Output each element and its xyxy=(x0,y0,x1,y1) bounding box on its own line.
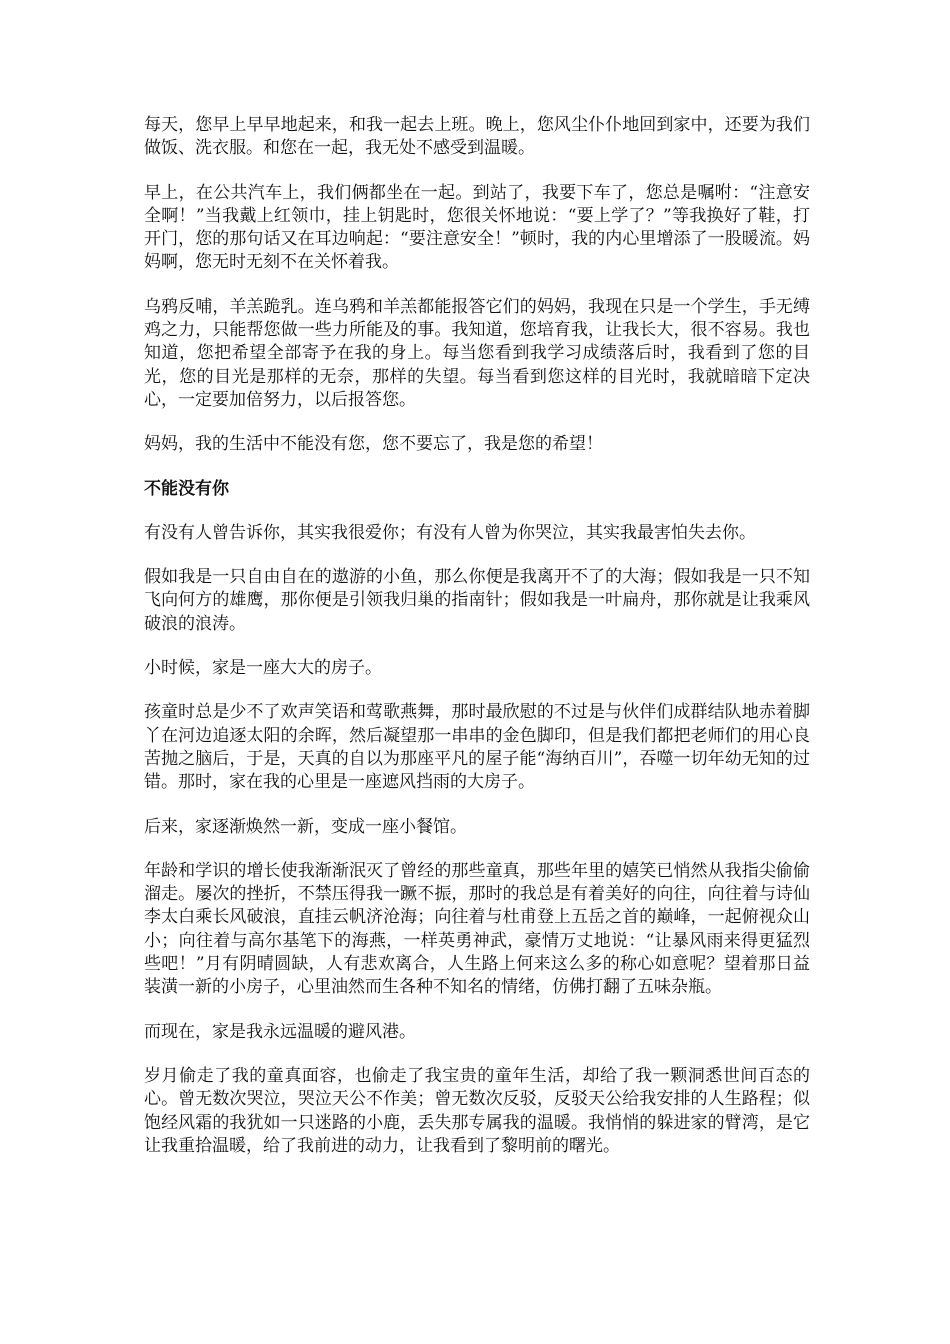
paragraph-childhood-memories: 孩童时总是少不了欢声笑语和莺歌燕舞，那时最欣慰的不过是与伙伴们成群结队地赤着脚丫在河边追逐太阳的余晖，然后凝望那一串串的金色脚印，但是我们都把老师们的用心良苦抛之脑后，于是，天真的自以为那座平凡的屋子能“海纳百川”，吞噬一切年幼无知的过错。那时，家在我的心里是一座遮风挡雨的大房子。 xyxy=(144,702,810,793)
paragraph-growing-up: 年龄和学识的增长使我渐渐泯灭了曾经的那些童真，那些年里的嬉笑已悄然从我指尖偷偷溜走。屡次的挫折，不禁压得我一蹶不振，那时的我总是有着美好的向往，向往着与诗仙李太白乘长风破浪，直挂云帆济沧海；向往着与杜甫登上五岳之首的巅峰，一起俯视众山小；向往着与高尔基笔下的海燕，一样英勇神武，豪情万丈地说：“让暴风雨来得更猛烈些吧！”月有阴晴圆缺，人有悲欢离合，人生路上何来这么多的称心如意呢？望着那日益装潢一新的小房子，心里油然而生各种不知名的情绪，仿佛打翻了五味杂瓶。 xyxy=(144,860,810,998)
paragraph-later-restaurant: 后来，家逐渐焕然一新，变成一座小餐馆。 xyxy=(144,816,467,837)
paragraph-warmth-dawn: 岁月偷走了我的童真面容，也偷走了我宝贵的童年生活，却给了我一颗洞悉世间百态的心。曾无数次哭泣，哭泣天公不作美；曾无数次反驳，反驳天公给我安排的人生路程；似饱经风霜的我犹如一只迷路的小鹿，丢失那专属我的温暖。我悄悄的躲进家的臂湾，是它让我重拾温暖，给了我前进的动力，让我看到了黎明前的曙光。 xyxy=(144,1065,810,1156)
paragraph-fish-sea: 假如我是一只自由自在的遨游的小鱼，那么你便是我离开不了的大海；假如我是一只不知飞向何方的雄鹰，那你便是引领我归巢的指南针；假如我是一叶扁舟，那你就是让我乘风破浪的浪涛。 xyxy=(144,567,810,634)
document-page xyxy=(144,114,810,1179)
paragraph-intro-love: 有没有人曾告诉你，其实我很爱你；有没有人曾为你哭泣，其实我最害怕失去你。 xyxy=(144,522,756,543)
paragraph-bus-reminder: 早上，在公共汽车上，我们俩都坐在一起。到站了，我要下车了，您总是嘱咐：“注意安全啊！”当我戴上红领巾，挂上钥匙时，您很关怀地说：“要上学了？”等我换好了鞋，打开门，您的那句话又在耳边响起：“要注意安全！”顿时，我的内心里增添了一股暖流。妈妈啊，您无时无刻不在关怀着我。 xyxy=(144,182,810,273)
paragraph-hope: 妈妈，我的生活中不能没有您，您不要忘了，我是您的希望！ xyxy=(144,434,603,455)
section-title: 不能没有你 xyxy=(144,478,229,499)
paragraph-repay-mother: 乌鸦反哺，羊羔跪乳。连乌鸦和羊羔都能报答它们的妈妈，我现在只是一个学生，手无缚鸡之力，只能帮您做一些力所能及的事。我知道，您培育我，让我长大，很不容易。我也知道，您把希望全部寄予在我的身上。每当您看到我学习成绩落后时，我看到了您的目光，您的目光是那样的无奈，那样的失望。每当看到您这样的目光时，我就暗暗下定决心，一定要加倍努力，以后报答您。 xyxy=(144,296,810,410)
paragraph-daily-care: 每天，您早上早早地起来，和我一起去上班。晚上，您风尘仆仆地回到家中，还要为我们做饭、洗衣服。和您在一起，我无处不感受到温暖。 xyxy=(144,115,810,159)
paragraph-childhood-house: 小时候，家是一座大大的房子。 xyxy=(144,658,382,679)
paragraph-now-harbor: 而现在，家是我永远温暖的避风港。 xyxy=(144,1021,416,1042)
